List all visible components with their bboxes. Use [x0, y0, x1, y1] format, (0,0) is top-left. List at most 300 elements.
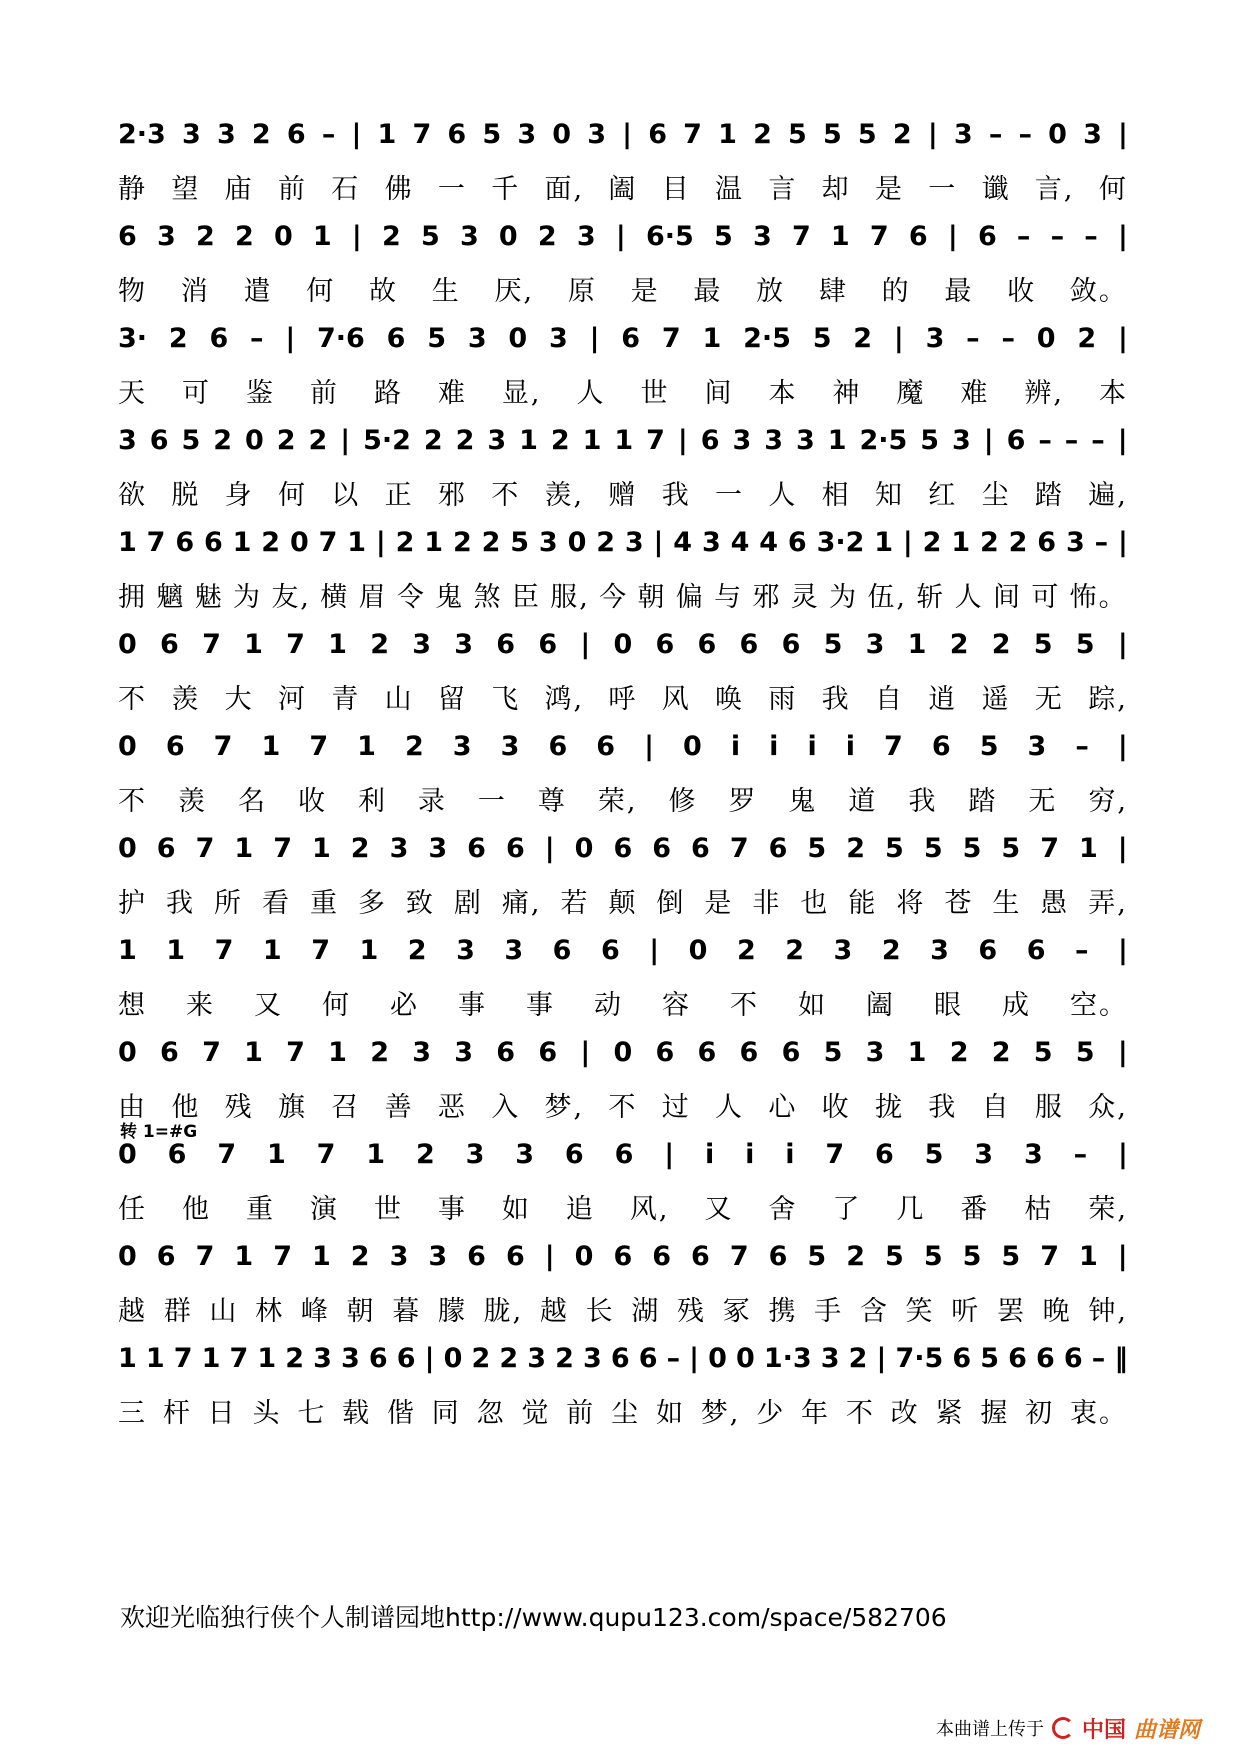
lyric-char: 为 — [232, 581, 262, 613]
note: – — [988, 118, 1003, 150]
note: 2 — [395, 526, 415, 558]
note: 6 — [596, 730, 616, 762]
lyric-char: 魔 — [896, 377, 926, 409]
note: 6 — [768, 1240, 788, 1272]
lyric-char: 容 — [662, 989, 691, 1021]
note: 6 — [655, 628, 675, 660]
lyric-char: 朝 — [637, 581, 667, 613]
note: 5 — [181, 424, 201, 456]
lyric-char: 若 — [560, 887, 590, 919]
note: – — [1094, 526, 1109, 558]
note: 2 — [276, 424, 296, 456]
lyric-char: 梦, — [544, 1091, 585, 1123]
barline: | — [375, 526, 386, 558]
note: 3 — [504, 934, 524, 966]
note: 6 — [505, 1240, 525, 1272]
note: 2 — [350, 832, 370, 864]
note: 6 — [652, 832, 672, 864]
lyric-char: 灵 — [790, 581, 820, 613]
note: 6 — [496, 628, 516, 660]
note: 4 — [730, 526, 750, 558]
lyric-char: 修 — [668, 785, 698, 817]
lyric-char: 赠 — [608, 479, 638, 511]
note: 7 — [825, 1138, 845, 1170]
lyric-char: 头 — [252, 1397, 282, 1429]
note: 6 — [655, 1036, 675, 1068]
barline: | — [983, 424, 994, 456]
note: 6 — [781, 628, 801, 660]
note: 7 — [791, 220, 811, 252]
note: 1 — [328, 628, 347, 660]
note: 5 — [420, 220, 440, 252]
note: 6 — [648, 118, 667, 150]
notes-line — [118, 928, 1128, 972]
lyric-char: 眼 — [934, 989, 963, 1021]
lyric-char: 邪 — [752, 581, 782, 613]
note: 7 — [173, 1342, 193, 1374]
lyric-char: 紧 — [935, 1397, 965, 1429]
lyric-char: 护 — [118, 887, 147, 919]
note: 0 — [118, 1240, 137, 1272]
note: – — [321, 118, 336, 150]
note: 7 — [729, 832, 749, 864]
note: 1 — [347, 526, 367, 558]
note: 3 — [925, 322, 945, 354]
lyric-char: 青 — [331, 683, 361, 715]
lyric-char: 番 — [960, 1193, 990, 1225]
lyric-char: 神 — [832, 377, 862, 409]
note: – — [1018, 118, 1032, 150]
lyric-char: 相 — [821, 479, 851, 511]
lyric-char: 笑 — [905, 1295, 935, 1327]
lyric-char: 钟, — [1088, 1295, 1128, 1327]
note: 3 — [1083, 118, 1102, 150]
barline: | — [1117, 1036, 1128, 1068]
lyric-char: 收 — [1007, 275, 1037, 307]
note: 0 — [443, 1342, 463, 1374]
note: 6 — [781, 1036, 801, 1068]
note: 3 — [1023, 1138, 1043, 1170]
lyric-char: 生 — [992, 887, 1022, 919]
lyric-char: 过 — [661, 1091, 691, 1123]
barline: | — [544, 1240, 555, 1272]
note: 6 — [160, 1036, 179, 1068]
note: 3 — [341, 1342, 360, 1374]
note: 3 — [865, 628, 885, 660]
note: 1 — [118, 526, 137, 558]
note: 1 — [118, 934, 137, 966]
note: – — [1075, 730, 1089, 762]
lyric-char: 眉 — [358, 581, 388, 613]
lyric-char: 消 — [180, 275, 210, 307]
barline: | — [649, 934, 660, 966]
lyric-char: 羡 — [171, 683, 201, 715]
note: 7 — [884, 730, 903, 762]
lyric-char: 可 — [181, 377, 211, 409]
note: 7 — [286, 628, 305, 660]
note: 6 — [386, 322, 406, 354]
note: 0 — [574, 832, 594, 864]
note: 3 — [389, 1240, 409, 1272]
note: i — [785, 1138, 795, 1170]
note: 2 — [499, 1342, 519, 1374]
lyric-char: 他 — [171, 1091, 201, 1123]
lyric-char: 晚 — [1042, 1295, 1072, 1327]
note: 2 — [846, 832, 866, 864]
note: 5·2 — [363, 424, 411, 456]
note: 0 — [245, 424, 264, 456]
note: – — [1091, 1342, 1106, 1374]
lyric-char: 拥 — [118, 581, 147, 613]
barline: | — [677, 424, 688, 456]
note: 6 — [610, 1342, 630, 1374]
barline: | — [589, 322, 600, 354]
note: 7 — [318, 526, 338, 558]
note: 1 — [519, 424, 538, 456]
lyric-char: 逍 — [928, 683, 958, 715]
lyric-char: 空。 — [1070, 989, 1128, 1021]
note: 0 — [118, 1036, 137, 1068]
lyric-char: 一 — [437, 173, 467, 205]
note: 1 — [262, 934, 282, 966]
note: 2 — [168, 322, 188, 354]
lyric-char: 又 — [704, 1193, 734, 1225]
lyric-char: 正 — [384, 479, 414, 511]
notes-line — [118, 826, 1128, 870]
lyric-char: 敛。 — [1069, 275, 1128, 307]
note: 6 — [203, 526, 223, 558]
lyric-char: 间 — [704, 377, 734, 409]
note: 4 — [673, 526, 693, 558]
barline: | — [644, 730, 654, 762]
notes-line — [118, 724, 1128, 768]
note: 1 — [614, 424, 634, 456]
lyric-char: 为 — [829, 581, 859, 613]
lyric-char: 煞 — [473, 581, 503, 613]
note: 3 — [582, 1342, 602, 1374]
lyric-char: 前 — [566, 1397, 596, 1429]
lyric-char: 本 — [768, 377, 798, 409]
note: 6 — [552, 934, 572, 966]
lyric-char: 自 — [981, 1091, 1011, 1123]
lyric-char: 了 — [832, 1193, 862, 1225]
note: i — [807, 730, 817, 762]
note: 2 — [881, 934, 901, 966]
lyric-char: 拢 — [874, 1091, 904, 1123]
logo-main[interactable]: 中国 — [1081, 1717, 1126, 1743]
lyrics-line — [118, 268, 1128, 308]
notes-line — [118, 1132, 1128, 1176]
lyric-char: 手 — [814, 1295, 844, 1327]
note: 0 — [574, 1240, 594, 1272]
lyric-char: 非 — [752, 887, 782, 919]
note: 3 — [953, 118, 973, 150]
lyric-char: 事 — [526, 989, 555, 1021]
note: 6 — [505, 832, 525, 864]
note: 1 — [244, 1036, 263, 1068]
lyric-char: 知 — [874, 479, 904, 511]
note: 1 — [951, 526, 971, 558]
note: 6 — [700, 424, 720, 456]
lyric-char: 何 — [277, 479, 307, 511]
lyric-char: 河 — [277, 683, 307, 715]
lyric-char: 群 — [163, 1295, 193, 1327]
lyric-char: 任 — [118, 1193, 147, 1225]
note: 5 — [807, 1240, 827, 1272]
lyric-char: 邪 — [437, 479, 467, 511]
lyric-char: 显, — [501, 377, 542, 409]
lyric-char: 间 — [993, 581, 1022, 613]
note: 1 — [266, 1138, 286, 1170]
note: 1 — [311, 1240, 331, 1272]
note: 3 — [1065, 526, 1085, 558]
note: 6 — [691, 1240, 710, 1272]
note: 7·5 — [895, 1342, 944, 1374]
barline: | — [902, 526, 913, 558]
barline: | — [351, 220, 362, 252]
barline: | — [622, 118, 633, 150]
lyrics-line — [118, 1084, 1128, 1124]
barline: | — [1117, 424, 1128, 456]
lyric-char: 苍 — [944, 887, 974, 919]
note: 3 — [428, 1240, 448, 1272]
upload-credit — [936, 1713, 1200, 1743]
note: 3 — [865, 1036, 885, 1068]
note: 2 — [1008, 526, 1028, 558]
lyric-char: 身 — [224, 479, 254, 511]
lyric-char: 几 — [896, 1193, 926, 1225]
note: 1 — [718, 118, 737, 150]
note: 0 — [613, 628, 633, 660]
lyric-char: 服, — [550, 581, 590, 613]
key-change-label: 转 1=#G — [120, 1122, 198, 1142]
note: 5 — [1033, 628, 1053, 660]
lyrics-line — [118, 1288, 1128, 1328]
lyric-char: 想 — [118, 989, 147, 1021]
logo-icon — [1052, 1717, 1074, 1739]
lyric-char: 如 — [501, 1193, 531, 1225]
note: 2 — [415, 1138, 435, 1170]
barline: | — [544, 832, 555, 864]
note: 6 — [447, 118, 467, 150]
lyrics-line — [118, 370, 1128, 410]
note: 2 — [753, 118, 772, 150]
lyric-char: 天 — [118, 377, 147, 409]
lyric-char: 偕 — [386, 1397, 416, 1429]
notes-line — [118, 520, 1128, 564]
note: 7 — [316, 1138, 336, 1170]
note: 3 — [216, 118, 236, 150]
note: 6 — [1026, 934, 1046, 966]
note: 0 — [567, 526, 587, 558]
note: 0 — [289, 526, 309, 558]
lyrics-line — [118, 880, 1128, 920]
footer-credit[interactable]: 欢迎光临独行侠个人制谱园地http://www.qupu123.com/space/582706 — [120, 1603, 947, 1632]
note: 2 — [949, 1036, 969, 1068]
lyric-char: 同 — [431, 1397, 461, 1429]
notes-line — [118, 1234, 1128, 1278]
lyric-char: 杆 — [162, 1397, 192, 1429]
lyric-char: 唤 — [715, 683, 745, 715]
note: 1 — [166, 934, 186, 966]
note: 5 — [920, 424, 940, 456]
note: 3 — [624, 526, 644, 558]
note: 3 — [587, 118, 607, 150]
note: 6 — [156, 1240, 176, 1272]
lyric-char: 最 — [944, 275, 974, 307]
note: 3 — [412, 1036, 432, 1068]
note: 7 — [273, 832, 292, 864]
lyric-char: 事 — [458, 989, 487, 1021]
note: 2 — [370, 1036, 389, 1068]
note: 1 — [1079, 832, 1098, 864]
note: 5 — [923, 1240, 943, 1272]
logo-sub[interactable]: 曲谱网 — [1133, 1717, 1200, 1743]
note: 6 — [149, 424, 169, 456]
note: 1 — [201, 1342, 221, 1374]
note: 5 — [427, 322, 447, 354]
lyric-char: 前 — [309, 377, 339, 409]
lyric-char: 众, — [1088, 1091, 1128, 1123]
lyric-char: 遍, — [1088, 479, 1128, 511]
lyric-char: 何 — [306, 275, 336, 307]
note: 1 — [118, 1342, 137, 1374]
note: 6 — [1037, 526, 1057, 558]
lyrics-line — [118, 166, 1128, 206]
lyric-char: 与 — [714, 581, 744, 613]
lyric-char: 阖 — [866, 989, 895, 1021]
lyric-char: 我 — [928, 1091, 958, 1123]
lyric-char: 利 — [357, 785, 387, 817]
barline: | — [1118, 934, 1128, 966]
note: 5 — [1075, 1036, 1095, 1068]
note: 7 — [309, 730, 329, 762]
lyrics-line — [118, 574, 1128, 614]
note: 2 — [736, 934, 756, 966]
lyric-char: 残 — [677, 1295, 707, 1327]
barline: | — [876, 1342, 887, 1374]
note: 2 — [979, 526, 999, 558]
lyric-char: 何 — [1098, 173, 1128, 205]
note: 2 — [555, 1342, 574, 1374]
barline: | — [947, 220, 958, 252]
lyric-char: 听 — [951, 1295, 981, 1327]
lyric-char: 魑 — [156, 581, 186, 613]
lyric-char: 收 — [821, 1091, 851, 1123]
notes-line — [118, 214, 1128, 258]
note: 2 — [922, 526, 942, 558]
lyrics-line — [118, 1186, 1128, 1226]
lyric-char: 少 — [756, 1397, 786, 1429]
note: 6 — [621, 322, 641, 354]
lyric-char: 重 — [309, 887, 339, 919]
note: 2 — [949, 628, 969, 660]
lyric-char: 初 — [1025, 1397, 1055, 1429]
note: 0 — [508, 322, 528, 354]
note: 5 — [980, 1342, 1000, 1374]
lyric-char: 鬼 — [435, 581, 465, 613]
lyric-char: 风 — [661, 683, 691, 715]
note: 7 — [214, 934, 234, 966]
lyric-char: 不 — [608, 1091, 638, 1123]
note: 3 — [454, 628, 474, 660]
note: 1 — [377, 118, 397, 150]
note: 4 — [759, 526, 779, 558]
notes-line — [118, 316, 1128, 360]
note: 6 — [1036, 1342, 1055, 1374]
lyric-char: 一 — [477, 785, 507, 817]
lyric-char: 的 — [881, 275, 911, 307]
note: 3 — [833, 934, 853, 966]
note: 6 — [614, 1138, 634, 1170]
note: 2 — [455, 424, 475, 456]
note: 1 — [907, 1036, 927, 1068]
barline: | — [340, 424, 351, 456]
barline: | — [1117, 1240, 1128, 1272]
note: 3 — [515, 1138, 535, 1170]
lyric-char: 放 — [756, 275, 786, 307]
barline: | — [1118, 118, 1128, 150]
notes-line — [118, 418, 1128, 462]
note: 0 — [118, 1138, 137, 1170]
note: 1 — [244, 628, 263, 660]
note: 1 — [1079, 1240, 1098, 1272]
note: 3 — [182, 118, 201, 150]
lyric-char: 追 — [565, 1193, 595, 1225]
note: 6 — [538, 1036, 558, 1068]
lyric-char: 人 — [576, 377, 606, 409]
note: – — [250, 322, 264, 354]
note: 7 — [273, 1240, 292, 1272]
note: 2 — [785, 934, 805, 966]
note: i — [845, 730, 855, 762]
note: 3 — [412, 628, 432, 660]
lyric-char: 可 — [1031, 581, 1061, 613]
lyric-char: 成 — [1002, 989, 1031, 1021]
note: 3 — [467, 322, 487, 354]
lyric-char: 一 — [928, 173, 958, 205]
lyric-char: 荣, — [597, 785, 638, 817]
lyric-char: 脱 — [171, 479, 201, 511]
note: 0 — [688, 934, 708, 966]
note: 5 — [713, 220, 733, 252]
lyric-char: 能 — [848, 887, 878, 919]
lyric-char: 名 — [237, 785, 267, 817]
lyric-char: 朦 — [437, 1295, 467, 1327]
lyric-char: 荣, — [1088, 1193, 1128, 1225]
note: 3 — [527, 1342, 546, 1374]
lyric-char: 人 — [768, 479, 798, 511]
note: 6 — [467, 1240, 486, 1272]
note: 1 — [234, 832, 254, 864]
barline: ‖ — [1114, 1342, 1128, 1374]
note: 2 — [1077, 322, 1097, 354]
note: 0 — [735, 1342, 755, 1374]
note: 0 — [708, 1342, 727, 1374]
barline: | — [1117, 730, 1128, 762]
note: – — [1073, 1138, 1088, 1170]
lyric-char: 来 — [186, 989, 215, 1021]
note: 5 — [885, 832, 904, 864]
lyric-char: 觉 — [521, 1397, 551, 1429]
note: 7 — [1040, 832, 1059, 864]
lyric-char: 令 — [396, 581, 426, 613]
note: 1 — [261, 730, 281, 762]
lyric-char: 尘 — [611, 1397, 641, 1429]
lyric-char: 必 — [390, 989, 419, 1021]
note: 2 — [195, 220, 215, 252]
lyric-char: 不 — [118, 683, 147, 715]
